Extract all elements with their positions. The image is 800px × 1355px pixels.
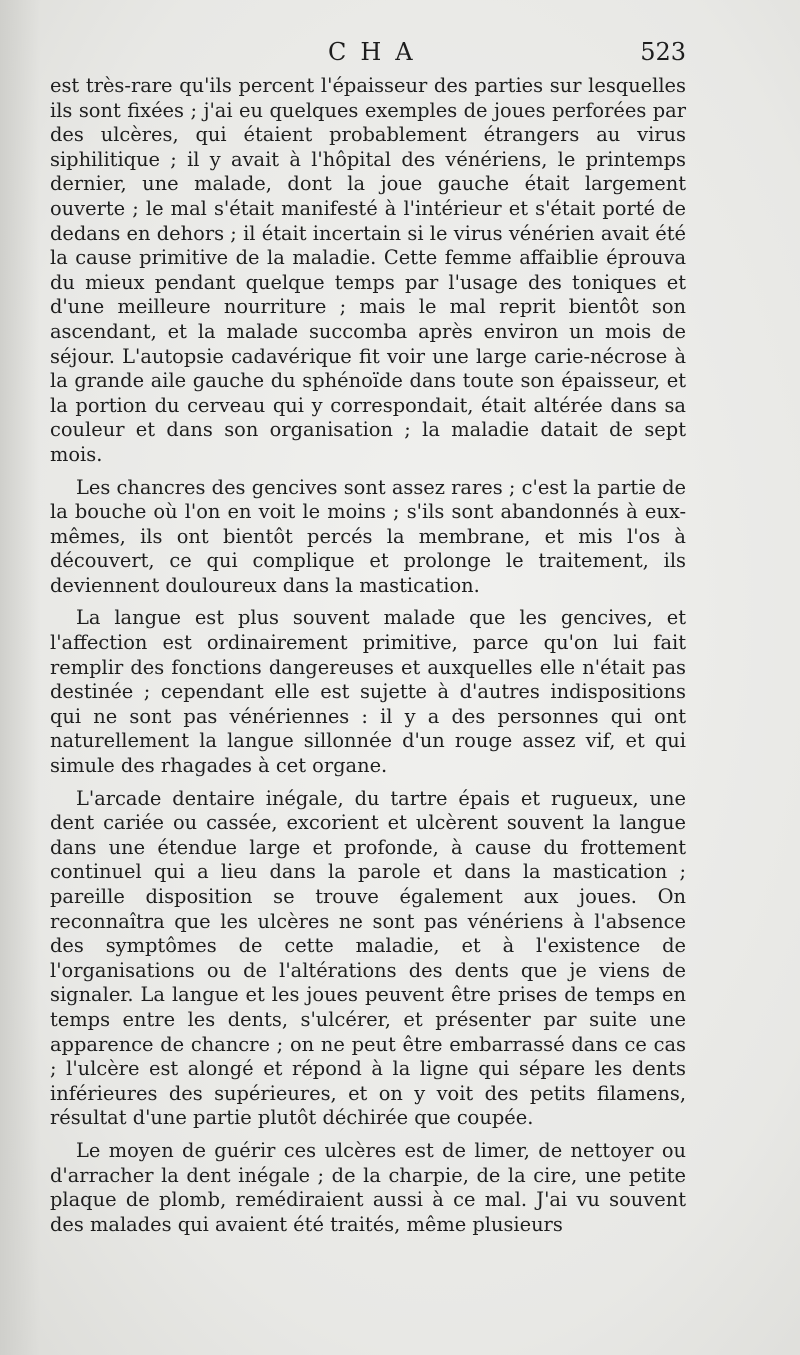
paragraph: La langue est plus souvent malade que les gencives, et l'affection est ordinairement primitive, parce qu'on lui fait remplir des fonctions dangereuses et auxquelles elle n'était pas destinée ; cependant elle est sujette à d'autres indispositions qui ne sont pas vénériennes : il y a des personnes qui ont naturellement la langue sillonnée d'un rouge assez vif, et qui simule des rhagades à cet organe.: [50, 606, 686, 778]
running-head: [50, 38, 686, 68]
paragraph: Le moyen de guérir ces ulcères est de limer, de nettoyer ou d'arracher la dent inégale ; de la charpie, de la cire, une petite plaque de plomb, remédiraient aussi à ce mal. J'ai vu souvent des malades qui avaient été traités, même plusieurs: [50, 1138, 686, 1236]
paragraph: Les chancres des gencives sont assez rares ; c'est la partie de la bouche où l'on en voit le moins ; s'ils sont abandonnés à eux-mêmes, ils ont bientôt percés la membrane, et mis l'os à découvert, ce qui complique et prolonge le traitement, ils deviennent douloureux dans la mastication.: [50, 475, 686, 597]
page-number: 523: [640, 38, 686, 66]
running-head-title: CHA: [328, 38, 427, 66]
paragraph: L'arcade dentaire inégale, du tartre épais et rugueux, une dent cariée ou cassée, excorient et ulcèrent souvent la langue dans une étendue large et profonde, à cause du frottement continuel qui a lieu dans la parole et dans la mastication ; pareille disposition se trouve également aux joues. On reconnaîtra que les ulcères ne sont pas vénériens à l'absence des symptômes de cette maladie, et à l'existence de l'organisations ou de l'altérations des dents que je viens de signaler. La langue et les joues peuvent être prises de temps en temps entre les dents, s'ulcérer, et présenter par suite une apparence de chancre ; on ne peut être embarrassé dans ce cas ; l'ulcère est alongé et répond à la ligne qui sépare les dents inférieures des supérieures, et on y voit des petits filamens, résultat d'une partie plutôt déchirée que coupée.: [50, 786, 686, 1130]
paragraph: est très-rare qu'ils percent l'épaisseur des parties sur lesquelles ils sont fixées ; j'ai eu quelques exemples de joues perforées par des ulcères, qui étaient probablement étrangers au virus siphilitique ; il y avait à l'hôpital des vénériens, le printemps dernier, une malade, dont la joue gauche était largement ouverte ; le mal s'était manifesté à l'intérieur et s'était porté de dedans en dehors ; il était incertain si le virus vénérien avait été la cause primitive de la maladie. Cette femme affaiblie éprouva du mieux pendant quelque temps par l'usage des toniques et d'une meilleure nourriture ; mais le mal reprit bientôt son ascendant, et la malade succomba après environ un mois de séjour. L'autopsie cadavérique fit voir une large carie-nécrose à la grande aile gauche du sphénoïde dans toute son épaisseur, et la portion du cerveau qui y correspondait, était altérée dans sa couleur et dans son organisation ; la maladie datait de sept mois.: [50, 74, 686, 466]
body-text: [50, 74, 686, 1245]
